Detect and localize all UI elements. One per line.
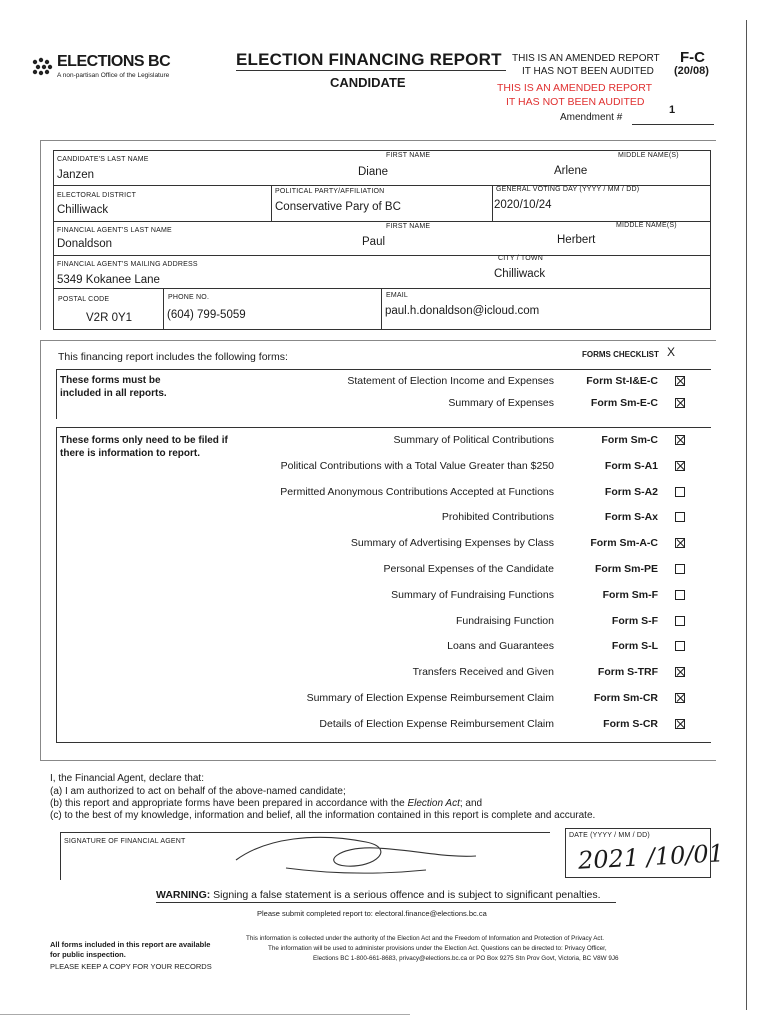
voting-day: 2020/10/24	[494, 199, 552, 211]
declaration-line3	[50, 798, 482, 809]
form-code: F-C	[680, 49, 705, 66]
not-audited-line: IT HAS NOT BEEN AUDITED	[522, 66, 654, 77]
warning-label: WARNING:	[156, 889, 211, 901]
voting-day-label: GENERAL VOTING DAY (YYYY / MM / DD)	[496, 186, 640, 193]
form-row-name: Summary of Advertising Expenses by Class	[350, 537, 554, 550]
agent-city: Chilliwack	[494, 268, 546, 280]
form-row-form-s-a2	[0, 486, 770, 500]
form-checkbox[interactable]	[675, 719, 685, 729]
form-checkbox[interactable]	[675, 667, 685, 677]
postal-code-label: POSTAL CODE	[58, 296, 110, 303]
form-row-form-sm-pe	[0, 563, 770, 577]
form-row-name: Prohibited Contributions	[441, 511, 554, 524]
date-value: 2021 /10/01	[577, 839, 725, 875]
report-subtitle: CANDIDATE	[330, 75, 406, 90]
phone: (604) 799-5059	[167, 309, 246, 321]
group1-label: These forms must be included in all reports.	[60, 375, 167, 399]
form-version: (20/08)	[674, 65, 709, 77]
form-row-form-sm-f	[0, 589, 770, 603]
agent-address-label: FINANCIAL AGENT'S MAILING ADDRESS	[57, 261, 198, 268]
form-checkbox[interactable]	[675, 564, 685, 574]
amendment-label: Amendment #	[560, 112, 623, 123]
form-checkbox[interactable]	[675, 538, 685, 548]
form-row-name: Summary of Expenses	[448, 397, 554, 409]
form-row-name: Loans and Guarantees	[447, 640, 554, 653]
party: Conservative Pary of BC	[275, 201, 401, 213]
form-row-code: Form Sm-C	[601, 434, 658, 446]
form-row-name: Summary of Election Expense Reimbursement Claim	[306, 692, 554, 704]
agent-first-name: Paul	[362, 236, 386, 248]
agent-address: 5349 Kokanee Lane	[57, 274, 160, 286]
declaration-line4: (c) to the best of my knowledge, information and belief, all the information contained in this report is complete and accurate.	[50, 810, 596, 821]
form-checkbox[interactable]	[675, 461, 685, 471]
form-row-name: Permitted Anonymous Contributions Accepted at Functions	[280, 485, 554, 498]
forms-intro: This financing report includes the following forms:	[58, 351, 288, 363]
form-row-form-s-l	[0, 640, 770, 654]
declaration-line2: (a) I am authorized to act on behalf of the above-named candidate;	[50, 786, 346, 797]
form-row-name: Personal Expenses of the Candidate	[383, 563, 554, 575]
election-act-ref: Election Act	[407, 798, 460, 809]
form-row-form-s-a1	[0, 460, 770, 474]
form-row-code: Form Sm-F	[602, 588, 658, 601]
form-checkbox[interactable]	[675, 487, 685, 497]
form-row-code: Form Sm-A-C	[590, 537, 658, 550]
form-row-form-s-ax	[0, 511, 770, 525]
candidate-first-name: Diane	[358, 166, 389, 178]
form-row-code: Form S-A1	[604, 459, 658, 472]
phone-label: PHONE NO.	[168, 294, 210, 301]
agent-first-name-label: FIRST NAME	[386, 223, 431, 230]
candidate-middle-name: Arlene	[554, 165, 588, 177]
postal-code: V2R 0Y1	[86, 312, 133, 324]
email: paul.h.donaldson@icloud.com	[385, 305, 540, 317]
elections-bc-logo	[30, 52, 200, 84]
keep-copy: PLEASE KEEP A COPY FOR YOUR RECORDS	[50, 962, 212, 971]
form-row-name: Fundraising Function	[455, 614, 554, 627]
candidate-last-name: Janzen	[57, 169, 95, 181]
warning	[156, 889, 601, 901]
form-row-form-s-f	[0, 615, 770, 629]
form-row-code: Form S-A2	[604, 485, 658, 498]
form-row-name: Summary of Political Contributions	[393, 434, 554, 446]
logo-mark-icon	[30, 56, 56, 80]
form-row-name: Details of Election Expense Reimbursement Claim	[319, 717, 554, 730]
form-row-name: Transfers Received and Given	[412, 666, 554, 679]
form-row-form-sm-c	[0, 434, 770, 448]
form-row-form-s-trf	[0, 666, 770, 680]
form-row-name: Summary of Fundraising Functions	[391, 588, 554, 601]
amended-stamp-line1: THIS IS AN AMENDED REPORT	[497, 82, 653, 94]
declaration-line3-a: (b) this report and appropriate forms have been prepared in accordance with the	[50, 798, 408, 809]
form-row-code: Form St-I&E-C	[586, 375, 658, 387]
form-checkbox[interactable]	[675, 616, 685, 626]
form-row-form-sm-a-c	[0, 537, 770, 551]
privacy-line1: This information is collected under the authority of the Election Act and the Freedom of Information and Protection of Privacy Act.	[246, 935, 605, 942]
party-label: POLITICAL PARTY/AFFILIATION	[275, 188, 385, 195]
public-inspection-line2: for public inspection.	[50, 950, 126, 959]
amendment-value: 1	[669, 104, 676, 116]
form-checkbox[interactable]	[675, 376, 685, 386]
logo-text: ELECTIONS BC	[57, 53, 171, 70]
agent-last-name-label: FINANCIAL AGENT'S LAST NAME	[57, 227, 172, 234]
form-row-name: Statement of Election Income and Expenses	[347, 375, 554, 387]
warning-text: Signing a false statement is a serious offence and is subject to significant penalties.	[213, 889, 601, 901]
report-title: ELECTION FINANCING REPORT	[236, 50, 502, 69]
electoral-district-label: ELECTORAL DISTRICT	[57, 192, 137, 199]
form-row-form-sm-e-c	[0, 397, 770, 411]
declaration-line1: I, the Financial Agent, declare that:	[50, 773, 204, 784]
candidate-first-name-label: FIRST NAME	[386, 152, 431, 159]
public-inspection-line1: All forms included in this report are available	[50, 940, 211, 949]
form-row-name: Political Contributions with a Total Value Greater than $250	[280, 459, 554, 472]
amended-line: THIS IS AN AMENDED REPORT	[512, 53, 660, 64]
form-checkbox[interactable]	[675, 435, 685, 445]
privacy-line3: Elections BC 1-800-661-8683, privacy@elections.bc.ca or PO Box 9275 Stn Prov Govt, Victoria, BC V8W 9J6	[313, 955, 619, 962]
signature-label: SIGNATURE OF FINANCIAL AGENT	[64, 838, 186, 845]
forms-checklist-mark: X	[667, 345, 676, 359]
form-checkbox[interactable]	[675, 693, 685, 703]
form-row-form-st-i-e-c	[0, 375, 770, 389]
form-row-code: Form S-F	[611, 614, 658, 627]
declaration-line3-b: ; and	[459, 798, 483, 809]
form-row-code: Form Sm-CR	[593, 692, 658, 704]
agent-middle-name-label: MIDDLE NAME(S)	[616, 222, 677, 229]
submit-text: Please submit completed report to: electoral.finance@elections.bc.ca	[257, 909, 487, 918]
privacy-line2: The information will be used to administer provisions under the Election Act. Questions can be directed to: Privacy Officer,	[268, 945, 607, 952]
agent-city-label: CITY / TOWN	[498, 255, 543, 262]
form-checkbox[interactable]	[675, 512, 685, 522]
form-row-form-s-cr	[0, 718, 770, 732]
agent-last-name: Donaldson	[57, 238, 112, 250]
form-row-code: Form Sm-E-C	[590, 397, 658, 409]
form-row-code: Form S-L	[611, 640, 658, 653]
date-label: DATE (YYYY / MM / DD)	[569, 832, 650, 839]
form-row-code: Form S-Ax	[604, 511, 658, 524]
amended-stamp-line2: IT HAS NOT BEEN AUDITED	[506, 96, 645, 108]
forms-checklist-label: FORMS CHECKLIST	[582, 350, 659, 359]
candidate-last-name-label: CANDIDATE'S LAST NAME	[57, 156, 149, 163]
email-label: EMAIL	[386, 292, 409, 299]
logo-tagline: A non-partisan Office of the Legislature	[57, 72, 170, 79]
candidate-middle-name-label: MIDDLE NAME(S)	[618, 152, 679, 159]
form-row-code: Form S-TRF	[597, 666, 658, 679]
agent-middle-name: Herbert	[557, 234, 596, 246]
form-checkbox[interactable]	[675, 641, 685, 651]
electoral-district: Chilliwack	[57, 204, 109, 216]
form-row-code: Form Sm-PE	[594, 563, 658, 575]
form-row-form-sm-cr	[0, 692, 770, 706]
form-checkbox[interactable]	[675, 398, 685, 408]
group2-label: These forms only need to be filed if there is information to report.	[60, 435, 228, 459]
form-checkbox[interactable]	[675, 590, 685, 600]
signature-scribble	[226, 828, 486, 880]
form-row-code: Form S-CR	[603, 717, 658, 730]
